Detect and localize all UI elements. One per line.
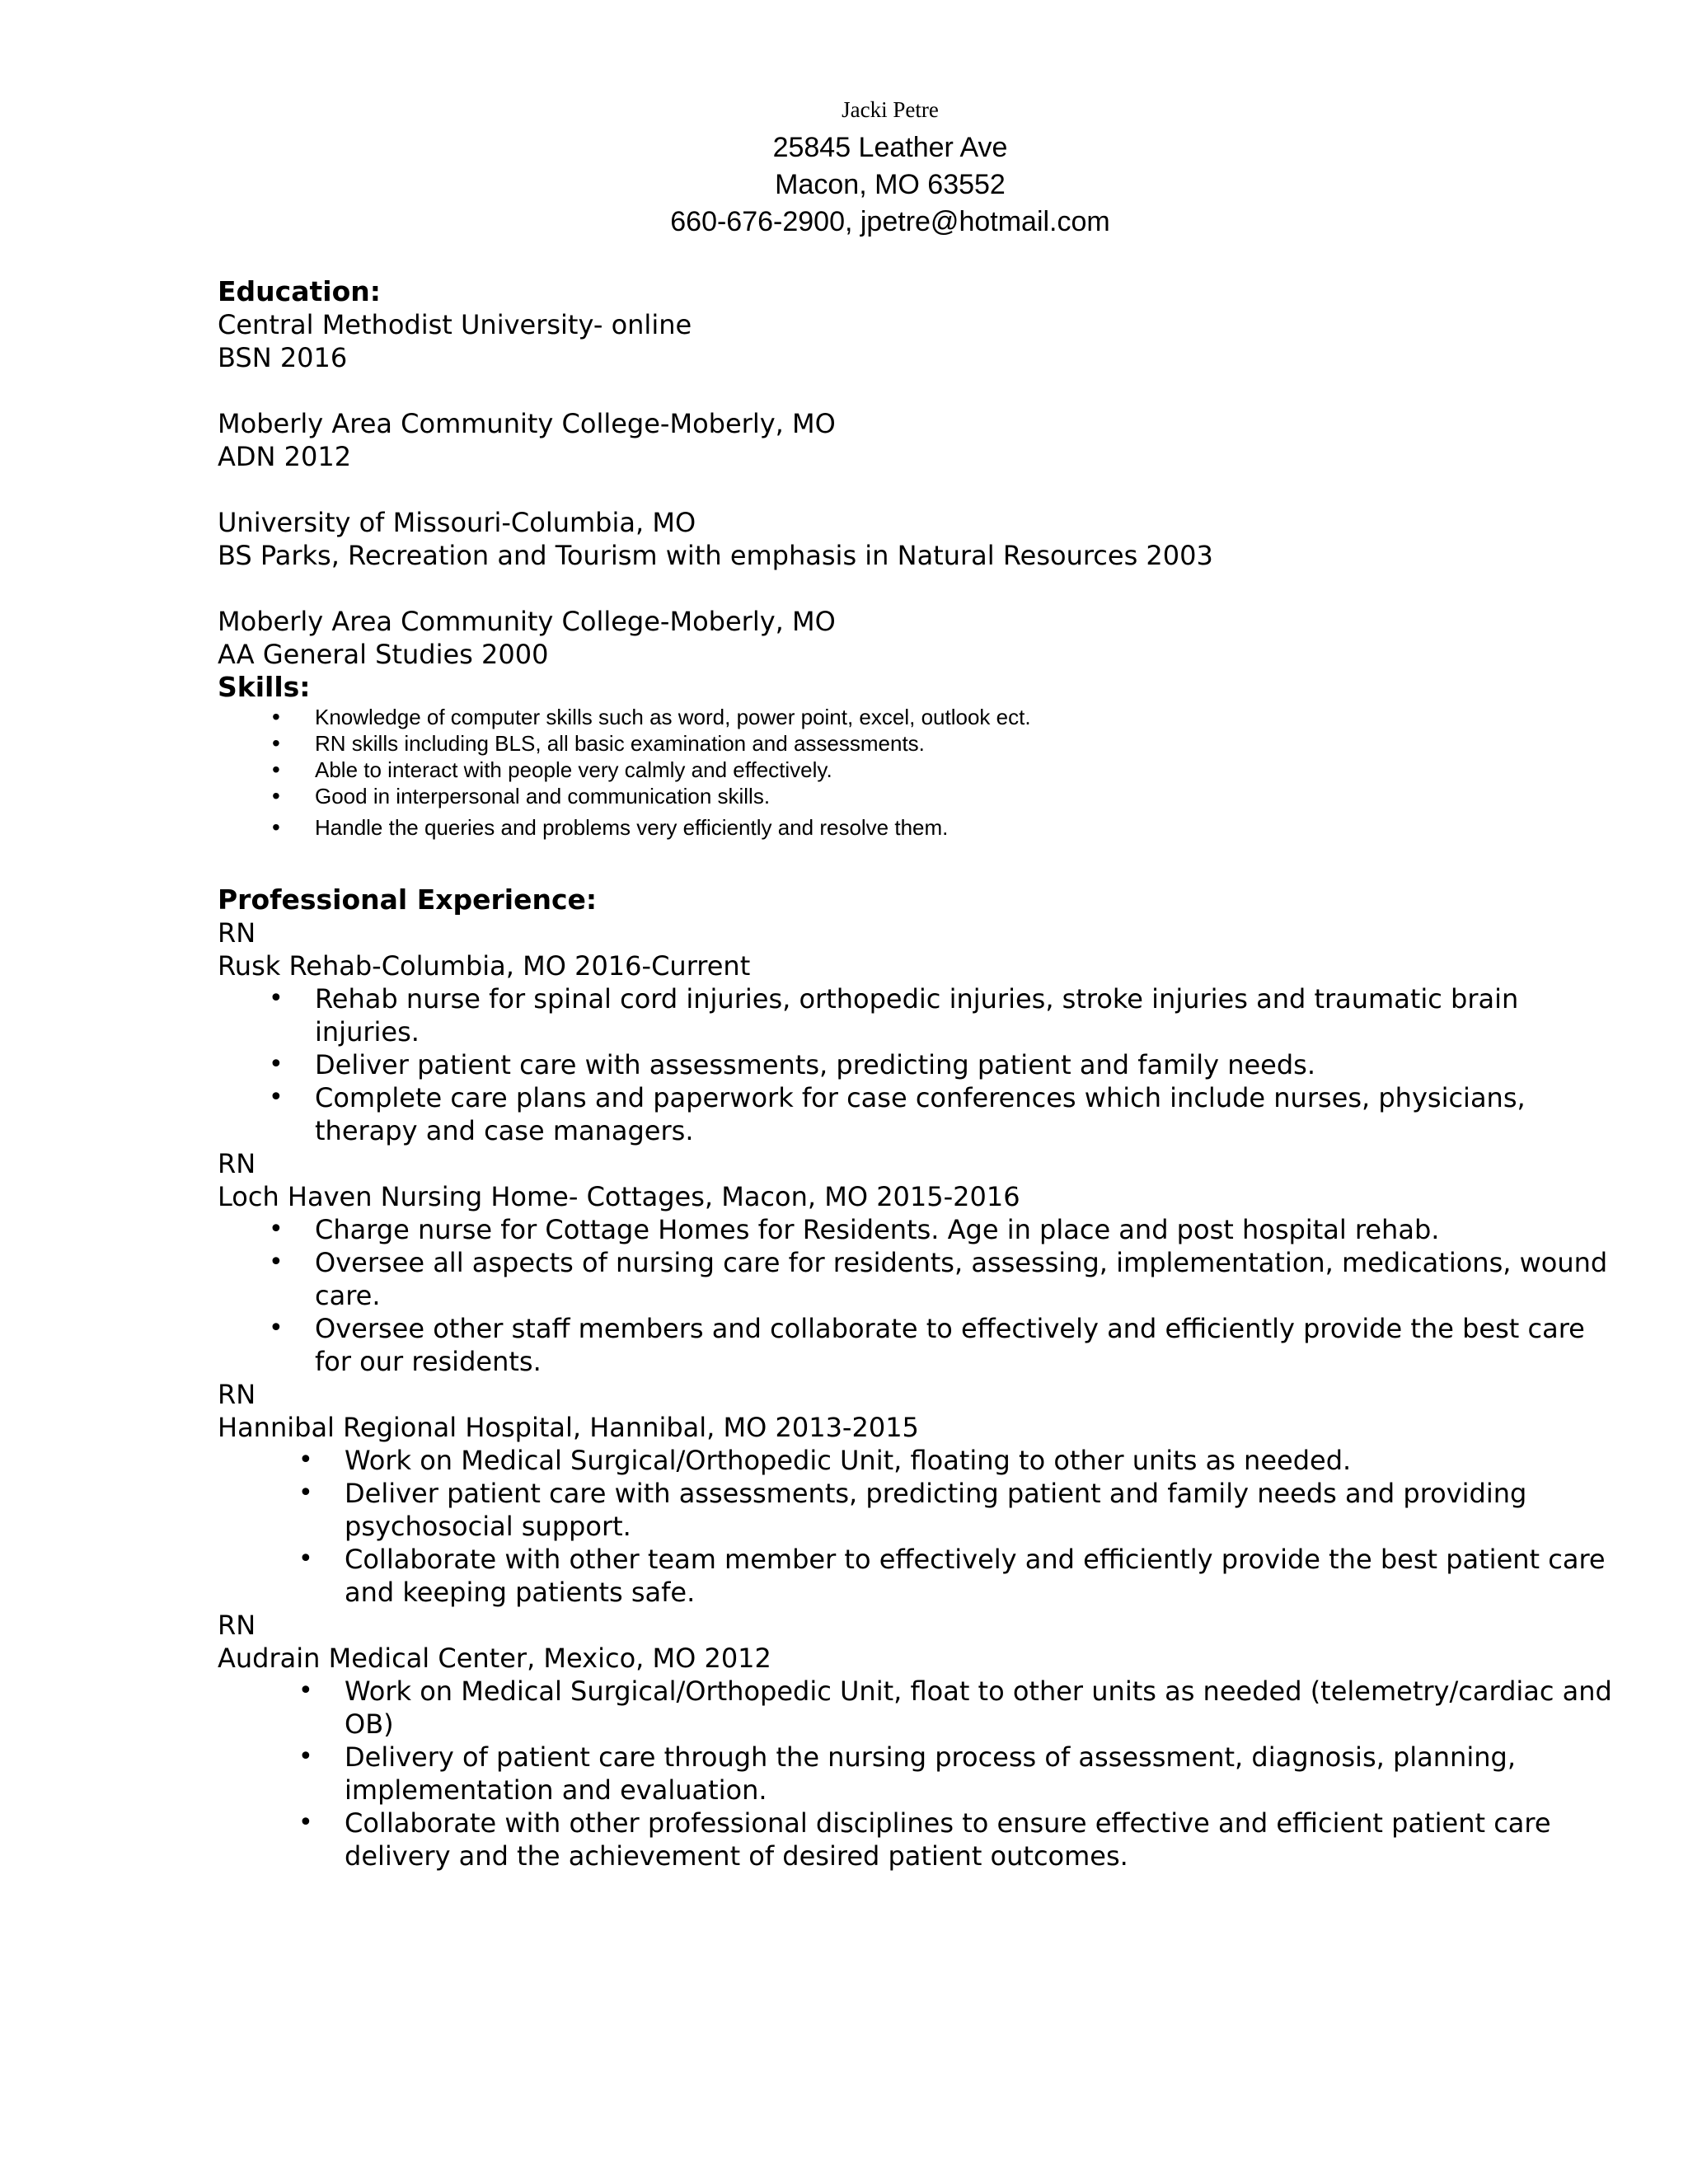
job-employer: Loch Haven Nursing Home- Cottages, Macon, MO 2015-2016 xyxy=(218,1181,1020,1212)
experience-heading: Professional Experience: xyxy=(218,883,598,916)
skill-item: • Knowledge of computer skills such as word, power point, excel, outlook ect. xyxy=(218,704,1619,730)
job-duties xyxy=(218,1444,1619,1609)
skill-item: • RN skills including BLS, all basic examination and assessments. xyxy=(218,730,1619,757)
job-role: RN xyxy=(218,1148,256,1179)
education-school: Moberly Area Community College-Moberly, MO xyxy=(218,606,836,637)
education-degree: AA General Studies 2000 xyxy=(218,639,549,670)
education-degree: ADN 2012 xyxy=(218,441,352,472)
job-duty: • Complete care plans and paperwork for case conferences which include nurses, physicians, therapy and case managers. xyxy=(218,1081,1619,1147)
education-school: Central Methodist University- online xyxy=(218,309,692,340)
job-role: RN xyxy=(218,1379,256,1410)
education-heading: Education: xyxy=(218,275,381,307)
job-employer: Hannibal Regional Hospital, Hannibal, MO 2013-2015 xyxy=(218,1412,919,1443)
job-role: RN xyxy=(218,917,256,949)
job-duties xyxy=(218,982,1619,1147)
job-role: RN xyxy=(218,1610,256,1641)
education-entry xyxy=(218,506,1619,572)
job-employer: Audrain Medical Center, Mexico, MO 2012 xyxy=(218,1643,771,1674)
job-duty: • Work on Medical Surgical/Orthopedic Unit, float to other units as needed (telemetry/cardiac and OB) xyxy=(218,1675,1619,1741)
job-duty: • Charge nurse for Cottage Homes for Residents. Age in place and post hospital rehab. xyxy=(218,1213,1619,1246)
education-degree: BSN 2016 xyxy=(218,342,348,373)
job-employer: Rusk Rehab-Columbia, MO 2016-Current xyxy=(218,950,751,982)
job-duty: • Collaborate with other professional disciplines to ensure effective and efficient patient care delivery and the achievement of desired patient outcomes. xyxy=(218,1807,1619,1872)
skill-item: • Handle the queries and problems very efficiently and resolve them. xyxy=(218,814,1619,841)
job-duty: • Collaborate with other team member to effectively and efficiently provide the best patient care and keeping patients safe. xyxy=(218,1543,1619,1609)
contact-line: 660-676-2900, jpetre@hotmail.com xyxy=(670,206,1110,237)
skills-heading: Skills: xyxy=(218,671,311,703)
address-line: 25845 Leather Ave xyxy=(772,132,1008,163)
resume-body xyxy=(218,275,1619,1872)
job-duties xyxy=(218,1675,1619,1872)
education-school: University of Missouri-Columbia, MO xyxy=(218,507,696,538)
job-duty: • Delivery of patient care through the nursing process of assessment, diagnosis, planning, implementation and evaluation. xyxy=(218,1741,1619,1807)
education-entry xyxy=(218,308,1619,374)
job-duty: • Deliver patient care with assessments, predicting patient and family needs and providing psychosocial support. xyxy=(218,1477,1619,1543)
city-line: Macon, MO 63552 xyxy=(775,169,1006,200)
job-duty: • Work on Medical Surgical/Orthopedic Unit, floating to other units as needed. xyxy=(218,1444,1619,1477)
skill-item: • Able to interact with people very calmly and effectively. xyxy=(218,757,1619,783)
education-degree: BS Parks, Recreation and Tourism with emphasis in Natural Resources 2003 xyxy=(218,540,1213,571)
education-entry xyxy=(218,407,1619,473)
job-duty: • Deliver patient care with assessments, predicting patient and family needs. xyxy=(218,1048,1619,1081)
applicant-name: Jacki Petre xyxy=(842,97,939,122)
job-entry xyxy=(218,1147,1619,1378)
job-duty: • Oversee all aspects of nursing care for residents, assessing, implementation, medications, wound care. xyxy=(218,1246,1619,1312)
education-school: Moberly Area Community College-Moberly, MO xyxy=(218,408,836,439)
job-entry xyxy=(218,1378,1619,1609)
job-duties xyxy=(218,1213,1619,1378)
job-entry xyxy=(218,1609,1619,1872)
skills-list xyxy=(218,704,1619,841)
job-duty: • Rehab nurse for spinal cord injuries, orthopedic injuries, stroke injuries and traumatic brain injuries. xyxy=(218,982,1619,1048)
education-entry xyxy=(218,605,1619,671)
job-duty: • Oversee other staff members and collaborate to effectively and efficiently provide the best care for our residents. xyxy=(218,1312,1619,1378)
skill-item: • Good in interpersonal and communication skills. xyxy=(218,783,1619,809)
job-entry xyxy=(218,916,1619,1147)
